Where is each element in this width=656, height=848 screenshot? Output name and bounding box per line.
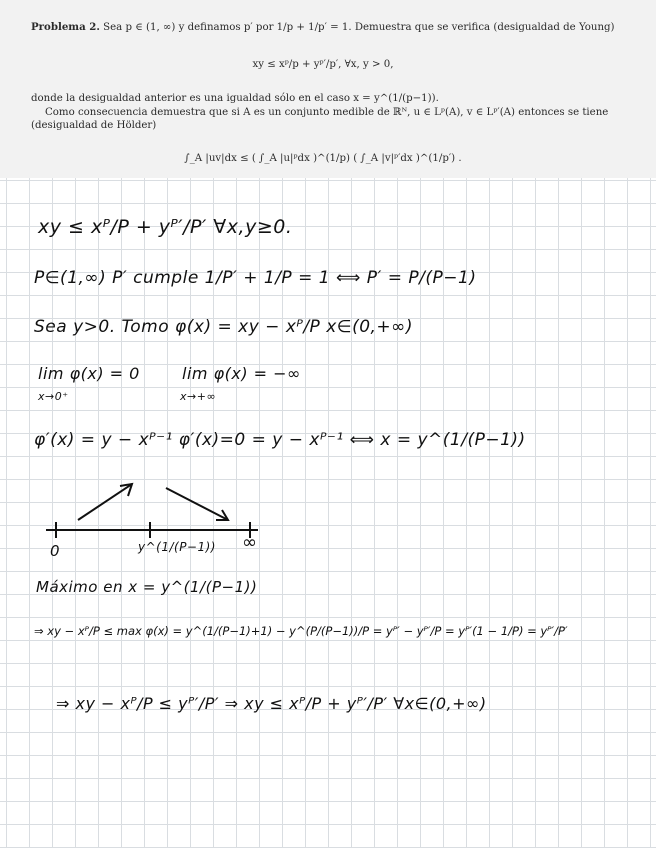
handwritten-limit-zero: lim φ(x) = 0 — [38, 364, 140, 383]
handwritten-limit-inf-sub: x→+∞ — [180, 390, 217, 403]
axis-label-zero: 0 — [50, 542, 61, 560]
equality-note: donde la desigualdad anterior es una igualdad sólo en el caso x = y^(1/(p−1)). — [31, 93, 439, 104]
problem-heading: Problema 2. — [31, 21, 100, 33]
holder-formula: ∫_A |uv|dx ≤ ( ∫_A |u|ᵖdx )^(1/p) ( ∫_A |v|ᵖ′dx )^(1/p′) . — [184, 153, 462, 164]
handwritten-limit-inf: lim φ(x) = −∞ — [182, 364, 301, 383]
handwritten-maximum: Máximo en x = y^(1/(P−1)) — [36, 578, 258, 596]
problem-statement — [0, 0, 656, 178]
problem-intro — [31, 21, 615, 34]
handwritten-young: xy ≤ xᴾ/P + yᴾ′/P′ ∀x,y≥0. — [38, 216, 293, 238]
increasing-arrow — [78, 484, 132, 520]
problem-intro-text: Sea p ∈ (1, ∞) y definamos p′ por 1/p + 1/p′ = 1. Demuestra que se verifica (desigualdad de Young) — [103, 22, 615, 33]
handwritten-conclusion: ⇒ xy − xᴾ/P ≤ yᴾ′/P′ ⇒ xy ≤ xᴾ/P + yᴾ′/P′ ∀x∈(0,+∞) — [56, 694, 487, 713]
young-formula: xy ≤ xᵖ/p + yᵖ′/p′, ∀x, y > 0, — [252, 59, 394, 70]
handwritten-conjugate: P∈(1,∞) P′ cumple 1/P′ + 1/P = 1 ⟺ P′ = P/(P−1) — [34, 268, 477, 288]
decreasing-arrow — [166, 488, 228, 520]
handwritten-phi-def: Sea y>0. Tomo φ(x) = xy − xᴾ/P x∈(0,+∞) — [34, 317, 413, 337]
axis-label-critical: y^(1/(P−1)) — [138, 540, 216, 554]
handwritten-derivative: φ′(x) = y − xᴾ⁻¹ φ′(x)=0 = y − xᴾ⁻¹ ⟺ x = y^(1/(P−1)) — [34, 430, 526, 450]
axis-label-infinity: ∞ — [242, 532, 258, 553]
monotonicity-diagram — [0, 470, 300, 570]
handwritten-max-value: ⇒ xy − xᴾ/P ≤ max φ(x) = y^(1/(P−1)+1) − y^(P/(P−1))/P = yᴾ′ − yᴾ′/P = yᴾ′(1 − 1/P) = yᴾ′/P′ — [34, 624, 568, 638]
handwritten-limit-zero-sub: x→0⁺ — [38, 390, 69, 403]
holder-intro: Como consecuencia demuestra que si A es un conjunto medible de ℝᴺ, u ∈ Lᵖ(A), v ∈ Lᵖ′(A) entonces se tiene (desigualdad de Hölder) — [31, 107, 609, 131]
